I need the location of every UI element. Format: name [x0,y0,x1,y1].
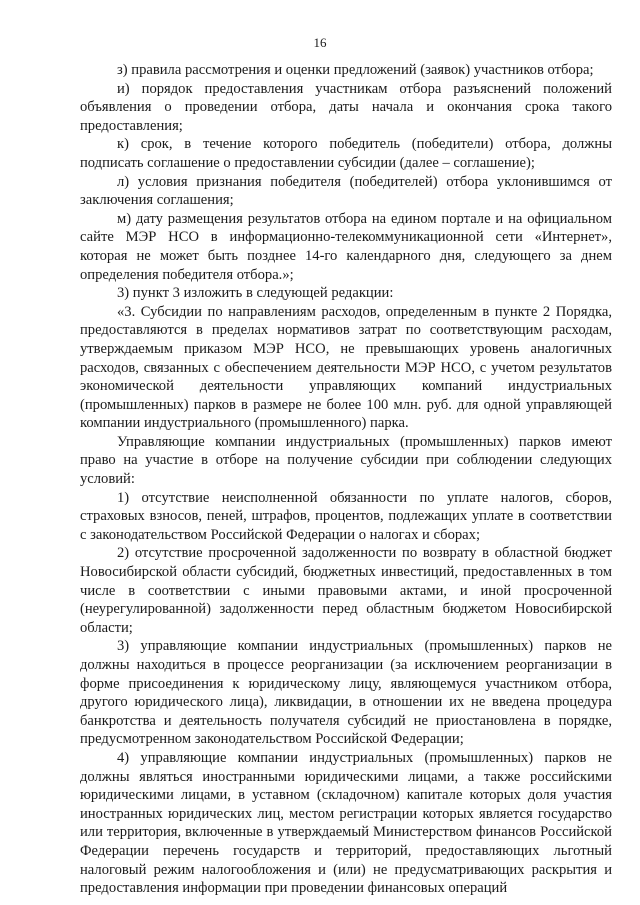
paragraph: 3) управляющие компании индустриальных (промышленных) парков не должны находиться в процессе реорганизации (за исключением реорганизации в форме присоединения к юридическому лицу, являющемуся участником отбора, другого юридического лица), ликвидации, в отношении их не введена процедура банкротства и деятельность получателя субсидий не приостановлена в порядке, предусмотренном законодательством Российской Федерации; [80,638,612,748]
paragraph: 3) пункт 3 изложить в следующей редакции: [117,285,394,302]
paragraph: 1) отсутствие неисполненной обязанности по уплате налогов, сборов, страховых взносов, пеней, штрафов, процентов, подлежащих уплате в соответствии с законодательством Российской Федерации о налогах и сборах; [80,489,612,543]
paragraph: Управляющие компании индустриальных (промышленных) парков имеют право на участие в отборе на получение субсидии при соблюдении следующих условий: [80,433,612,488]
page-number: 16 [313,35,327,50]
paragraph: к) срок, в течение которого победитель (победители) отбора, должны подписать соглашение о предоставлении субсидии (далее – соглашение); [80,136,612,171]
paragraph: 2) отсутствие просроченной задолженности по возврату в областной бюджет Новосибирской области субсидий, бюджетных инвестиций, предоставленных в том числе в соответствии с иными правовыми актами, и иной просроченной (неурегулированной) задолженности перед областным бюджетом Новосибирской области; [80,545,612,636]
paragraph: и) порядок предоставления участникам отбора разъяснений положений объявления о проведении отбора, даты начала и окончания срока такого предоставления; [80,80,612,134]
paragraph: з) правила рассмотрения и оценки предложений (заявок) участников отбора; [117,62,594,78]
paragraph: «3. Субсидии по направлениям расходов, определенным в пункте 2 Порядка, предоставляются в пределах нормативов затрат по соответствующим расходам, утверждаемым приказом МЭР НСО, не превышающих уровень аналогичных расходов, связанных с обеспечением деятельности МЭР НСО, с учетом результатов экономической деятельности управляющих компаний индустриальных (промышленных) парков в размере не более 100 млн. руб. для одной управляющей компании индустриального (промышленного) парка. [80,303,612,432]
paragraph: 4) управляющие компании индустриальных (промышленных) парков не должны являться иностранными юридическими лицами, а также российскими юридическими лицами, в уставном (складочном) капитале которых доля участия иностранных юридических лиц, местом регистрации которых является государство или территория, включенные в утверждаемый Министерством финансов Российской Федерации перечень государств и территорий, предоставляющих льготный налоговый режим налогообложения и (или) не предусматривающих раскрытия и предоставления информации при проведении финансовых операций [80,749,612,897]
paragraph: л) условия признания победителя (победителей) отбора уклонившимся от заключения соглашения; [80,173,612,209]
paragraph: м) дату размещения результатов отбора на едином портале и на официальном сайте МЭР НСО в информационно-телекоммуникационной сети «Интернет», которая не может быть позднее 14-го календарного дня, следующего за днем определения победителя отбора.»; [80,210,612,283]
document-body [80,61,612,898]
